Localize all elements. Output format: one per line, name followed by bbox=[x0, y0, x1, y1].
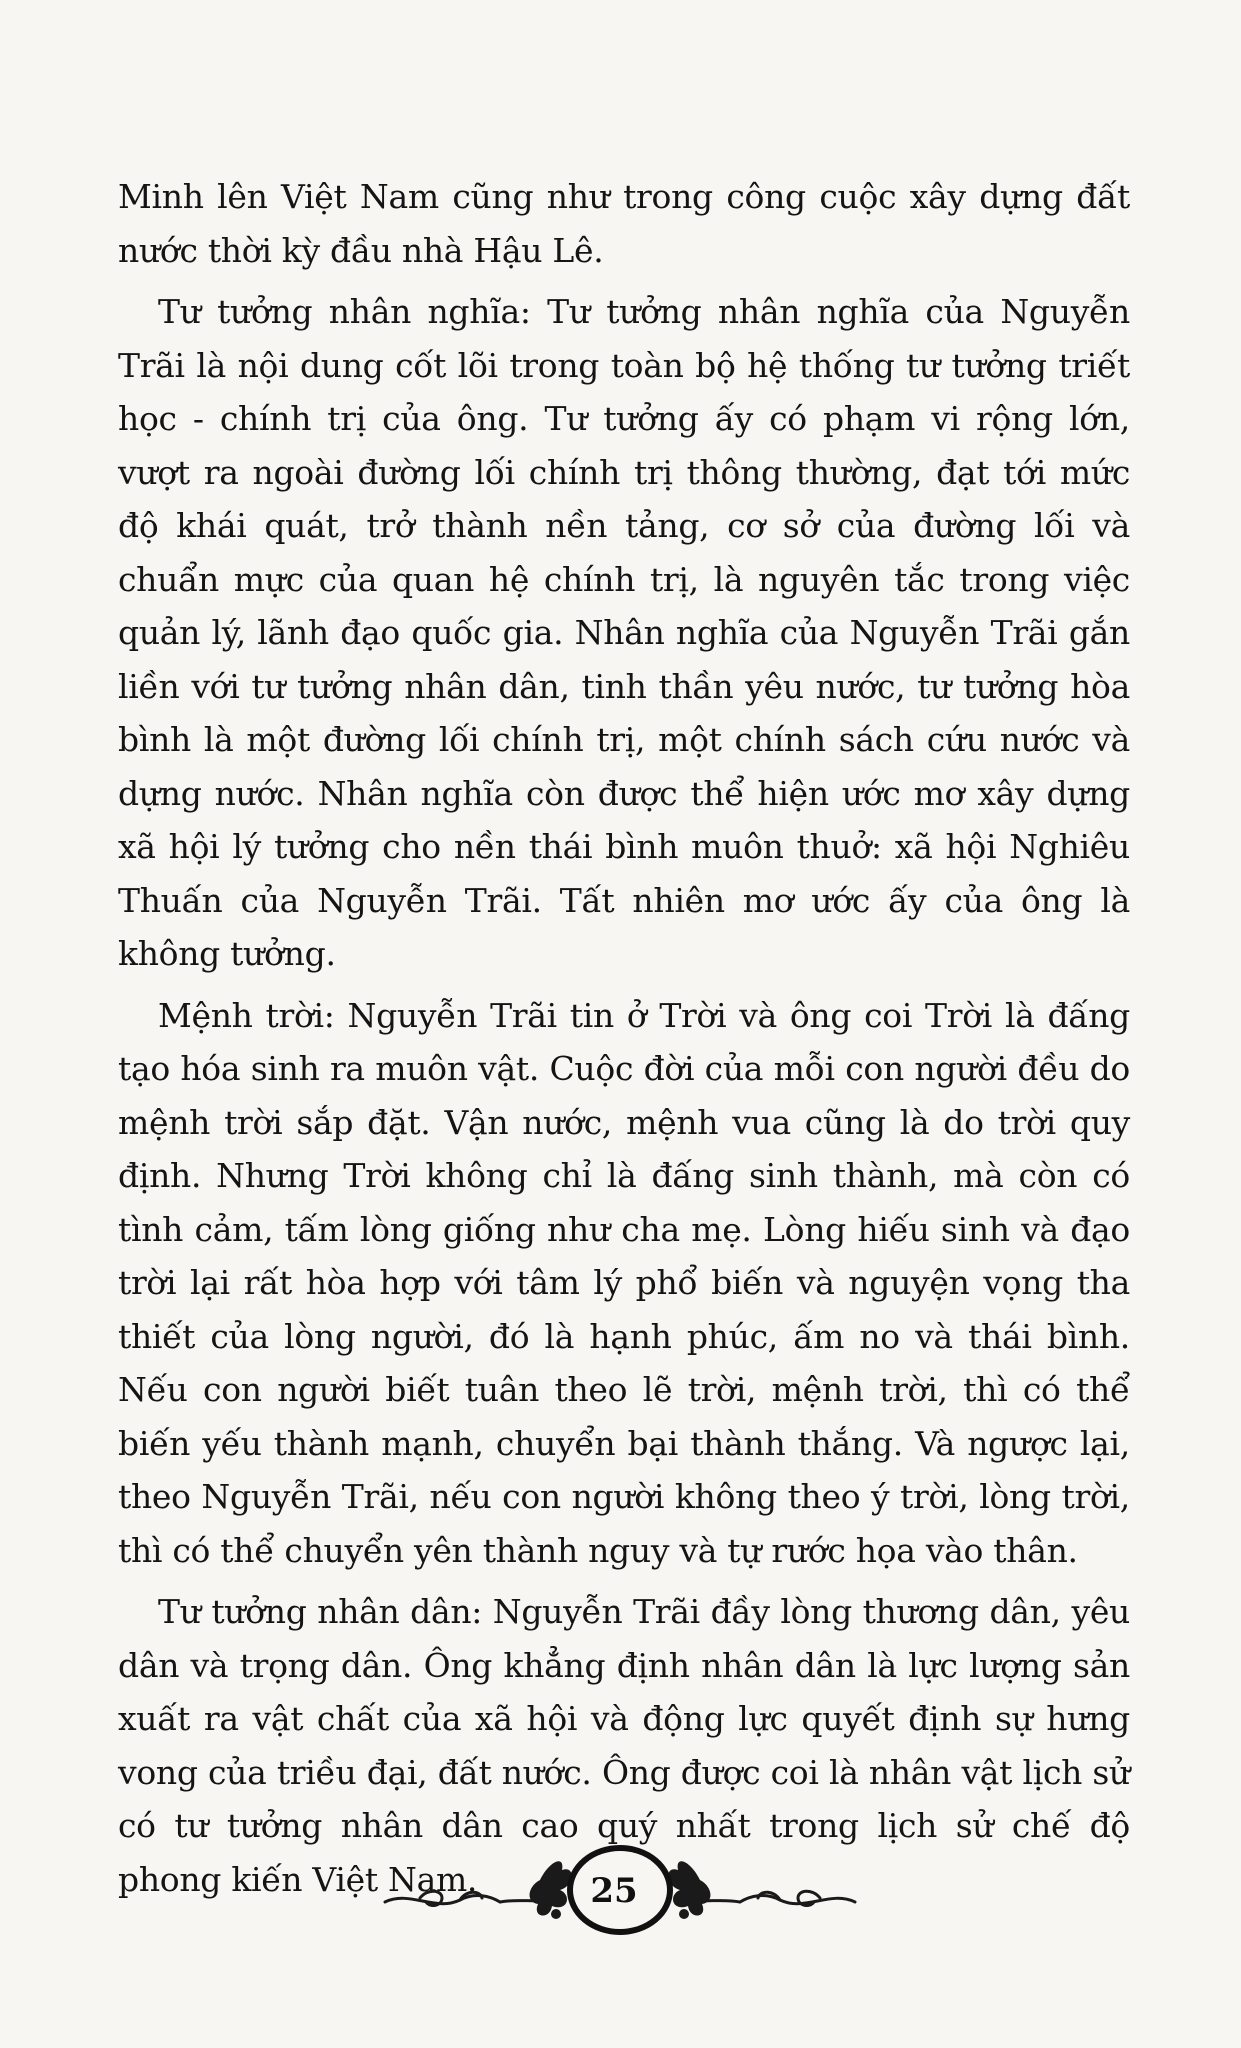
body-text bbox=[118, 170, 1130, 1914]
paragraph-menh-troi: Mệnh trời: Nguyễn Trãi tin ở Trời và ông coi Trời là đấng tạo hóa sinh ra muôn vật. Cuộc đời của mỗi con người đều do mệnh trời sắp đặt. Vận nước, mệnh vua cũng là do trời quy định. Nhưng Trời không chỉ là đấng sinh thành, mà còn có tình cảm, tấm lòng giống như cha mẹ. Lòng hiếu sinh và đạo trời lại rất hòa hợp với tâm lý phổ biến và nguyện vọng tha thiết của lòng người, đó là hạnh phúc, ấm no và thái bình. Nếu con người biết tuân theo lẽ trời, mệnh trời, thì có thể biến yếu thành mạnh, chuyển bại thành thắng. Và ngược lại, theo Nguyễn Trãi, nếu con người không theo ý trời, lòng trời, thì có thể chuyển yên thành nguy và tự rước họa vào thân. bbox=[118, 995, 1130, 1570]
paragraph-continuation: Minh lên Việt Nam cũng như trong công cuộc xây dựng đất nước thời kỳ đầu nhà Hậu Lê. bbox=[118, 177, 1130, 270]
page-number: 25 bbox=[590, 1871, 638, 1911]
paragraph-nhan-dan: Tư tưởng nhân dân: Nguyễn Trãi đầy lòng thương dân, yêu dân và trọng dân. Ông khẳng định nhân dân là lực lượng sản xuất ra vật chất của xã hội và động lực quyết định sự hưng vong của triều đại, đất nước. Ông được coi là nhân vật lịch sử có tư tưởng nhân dân cao quý nhất trong lịch sử chế độ phong kiến Việt Nam. bbox=[118, 1592, 1130, 1899]
paragraph-nhan-nghia: Tư tưởng nhân nghĩa: Tư tưởng nhân nghĩa của Nguyễn Trãi là nội dung cốt lõi trong toàn bộ hệ thống tư tưởng triết học - chính trị của ông. Tư tưởng ấy có phạm vi rộng lớn, vượt ra ngoài đường lối chính trị thông thường, đạt tới mức độ khái quát, trở thành nền tảng, cơ sở của đường lối và chuẩn mực của quan hệ chính trị, là nguyên tắc trong việc quản lý, lãnh đạo quốc gia. Nhân nghĩa của Nguyễn Trãi gắn liền với tư tưởng nhân dân, tinh thần yêu nước, tư tưởng hòa bình là một đường lối chính trị, một chính sách cứu nước và dựng nước. Nhân nghĩa còn được thể hiện ước mơ xây dựng xã hội lý tưởng cho nền thái bình muôn thuở: xã hội Nghiêu Thuấn của Nguyễn Trãi. Tất nhiên mơ ước ấy của ông là không tưởng. bbox=[118, 292, 1130, 973]
